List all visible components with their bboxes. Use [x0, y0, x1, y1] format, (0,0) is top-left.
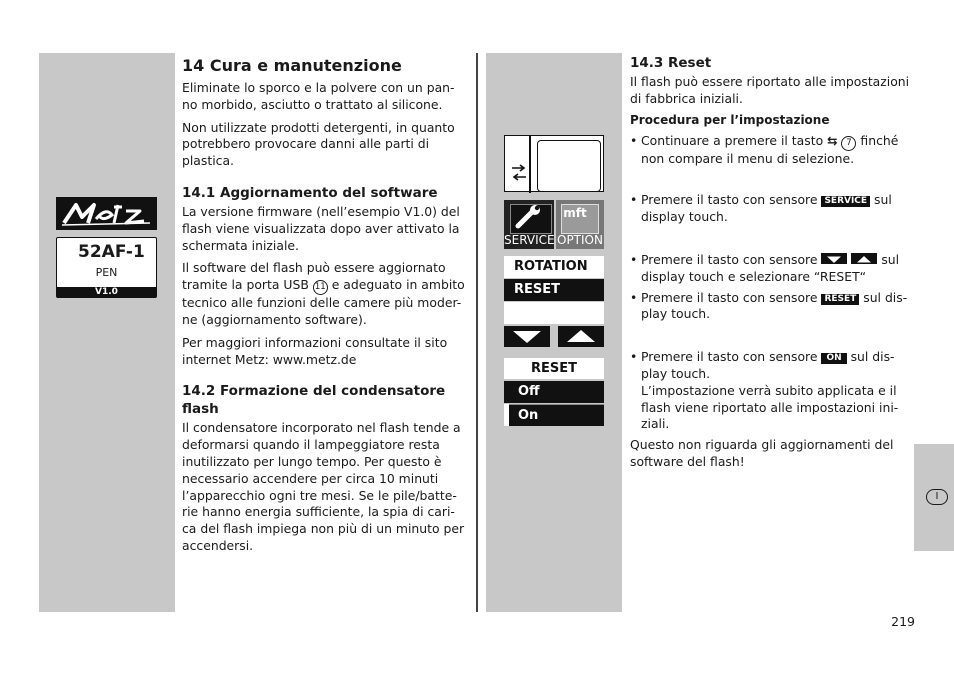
reset-key: RESET: [821, 294, 859, 305]
step-3-text-b: sul display touch e selezionare “RESET“: [641, 251, 900, 284]
service-button[interactable]: [504, 200, 554, 249]
software-p2-end: e adeguato in ambito tecnico alle funzioni delle camere più moder-ne (aggiornamento software).: [182, 277, 465, 327]
wrench-icon: [512, 204, 546, 230]
step-5-result: L’impostazione verrà subito applicata e il flash viene riportato alle impostazioni ini-ziali.: [641, 382, 899, 432]
right-column: [630, 54, 914, 477]
switch-mode-icon: [510, 162, 528, 184]
model-name: 52AF-1: [78, 242, 145, 262]
subsection-title-capacitor: 14.2 Formazione del condensatore flash: [182, 383, 446, 418]
left-column: [182, 56, 467, 561]
menu-item-reset[interactable]: RESET: [504, 279, 604, 301]
software-paragraph-3: Per maggiori informazioni consultate il sito internet Metz: www.metz.de: [182, 334, 448, 367]
arrow-up-key-icon: [851, 253, 877, 264]
center-divider: [476, 53, 478, 612]
capacitor-paragraph: Il condensatore incorporato nel flash tende a deformarsi quando il lampeggiatore resta inutilizzato per lungo tempo. Per questo è necessario accendere per circa 10 minuti l’apparecchio ogni tre mesi. Se le pile/batte-rie hanno energia sufficiente, la spia di cari-ca del flash impiega non più di un minuto per accendersi.: [182, 420, 465, 553]
step-4: [630, 290, 914, 324]
step-2: [630, 192, 914, 226]
arrow-down-icon: [504, 326, 550, 347]
menu-empty-row: [504, 302, 604, 324]
step-1-text-a: Continuare a premere il tasto: [641, 132, 824, 148]
flash-side-edge: [529, 136, 531, 193]
step-3-text-a: Premere il tasto con sensore: [641, 251, 818, 267]
step-3: [630, 252, 914, 286]
on-key: ON: [821, 353, 846, 364]
software-p2-start: Il software del flash può essere aggiornato tramite la porta USB: [182, 260, 446, 293]
option-button[interactable]: [556, 200, 604, 249]
switch-icon: ⇆: [827, 132, 838, 148]
arrow-down-key-icon: [821, 253, 847, 264]
reset-option-on[interactable]: On: [504, 404, 604, 426]
reset-screen-title: RESET: [504, 358, 604, 379]
service-label: SERVICE: [504, 233, 555, 247]
mft-icon-text: mft: [563, 206, 587, 220]
step-2-text-b: sul display touch.: [641, 192, 892, 225]
step-5-text-a: Premere il tasto con sensore: [641, 349, 818, 365]
menu-item-rotation[interactable]: ROTATION: [504, 256, 604, 278]
section-title: 14 Cura e manutenzione: [182, 56, 402, 75]
system-name: PEN: [95, 266, 118, 279]
usb-port-number: 11: [313, 280, 328, 295]
intro-paragraph-1: Eliminate lo sporco e la polvere con un pan-no morbido, asciutto o trattato al silicone.: [182, 80, 455, 112]
button-number-7: 7: [841, 136, 856, 151]
service-key: SERVICE: [821, 196, 870, 207]
step-5-text-b: sul dis-play touch.: [641, 349, 895, 381]
step-4-text-a: Premere il tasto con sensore: [641, 289, 818, 305]
software-paragraph-2: [182, 260, 467, 328]
step-1-text-b: finché non compare il menu di selezione.: [641, 132, 899, 166]
intro-paragraph-2: Non utilizzate prodotti detergenti, in quanto potrebbero provocare danni alle parti di plastica.: [182, 119, 455, 169]
version-label: V1.0: [95, 287, 118, 297]
subsection-title-software: 14.1 Aggiornamento del software: [182, 184, 438, 201]
flash-display-outline: [537, 140, 601, 192]
firmware-display-panel: [56, 237, 157, 298]
version-bar: [57, 287, 156, 298]
step-2-text-a: Premere il tasto con sensore: [641, 192, 818, 208]
side-tab-label: I: [926, 489, 948, 505]
selection-marker: [504, 404, 509, 426]
left-gray-strip: [39, 53, 175, 612]
page-number: 219: [891, 614, 915, 629]
step-4-text-b: sul dis-play touch.: [641, 289, 908, 322]
step-1: [630, 133, 914, 168]
arrow-down-button[interactable]: [504, 326, 550, 347]
arrow-up-icon: [558, 326, 604, 347]
option-label: OPTION: [557, 233, 603, 247]
software-paragraph-1: La versione firmware (nell’esempio V1.0) del flash viene visualizzata dopo aver attivato la schermata iniziale.: [182, 203, 460, 253]
reset-note: Questo non riguarda gli aggiornamenti del software del flash!: [630, 437, 894, 469]
reset-option-off[interactable]: Off: [504, 381, 604, 403]
procedure-title: Procedura per l’impostazione: [630, 112, 830, 127]
arrow-up-button[interactable]: [558, 326, 604, 347]
metz-logo-box: [56, 197, 157, 230]
step-5: [630, 349, 914, 433]
reset-title: 14.3 Reset: [630, 55, 712, 71]
metz-logo-icon: [56, 197, 157, 230]
flash-body-illustration: [504, 135, 604, 192]
reset-intro: Il flash può essere riportato alle impostazioni di fabbrica iniziali.: [630, 74, 910, 106]
